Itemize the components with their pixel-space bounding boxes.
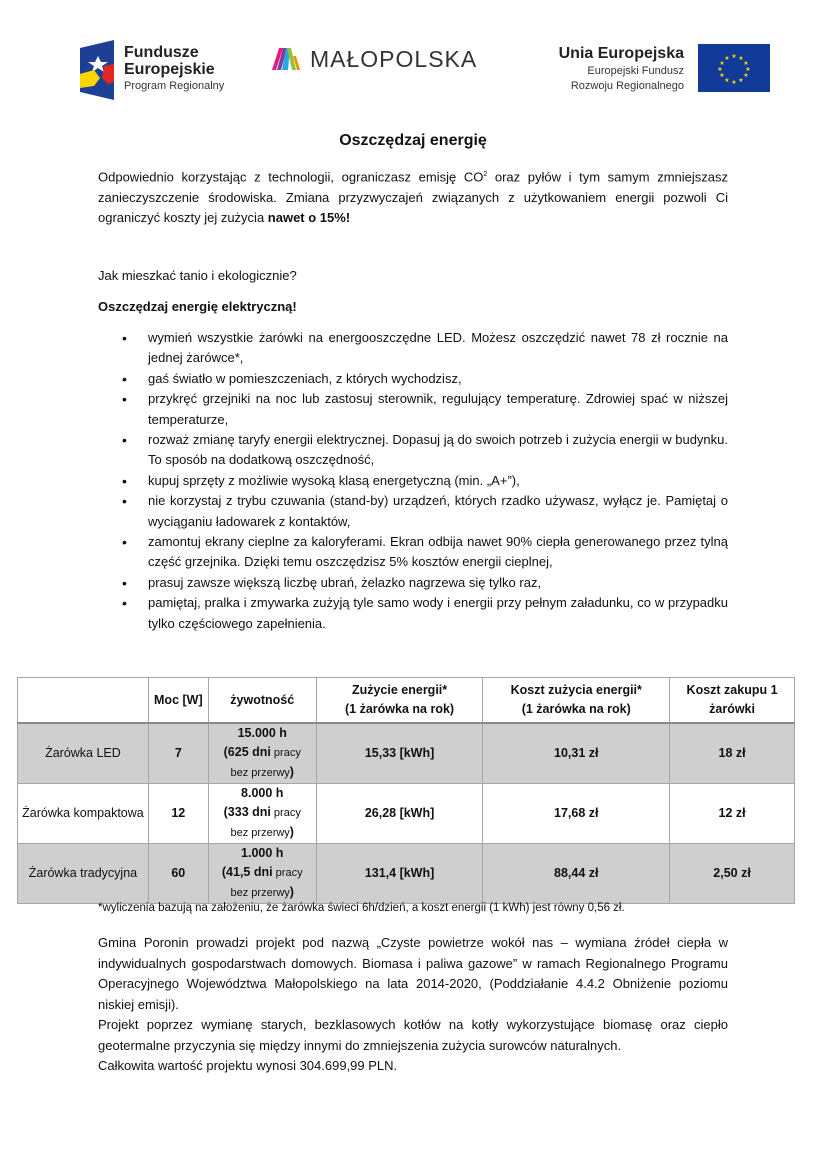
list-item: • wymień wszystkie żarówki na energooszczędne LED. Możesz oszczędzić nawet 78 zł rocznie na jednej żarówce*, [98, 328, 728, 369]
svg-text:★: ★ [719, 60, 725, 67]
question-text: Jak mieszkać tanio i ekologicznie? [98, 268, 297, 283]
list-item: • prasuj zawsze większą liczbę ubrań, żelazko nagrzewa się tylko raz, [98, 573, 728, 593]
svg-text:★: ★ [738, 77, 744, 84]
svg-text:★: ★ [743, 60, 749, 67]
svg-text:★: ★ [717, 66, 723, 73]
intro-paragraph: Odpowiednio korzystając z technologii, ograniczasz emisję $CO^2$ oraz pyłów i tym samym zmniejszasz zanieczyszczenie środowiska. Zmiana przyzwyczajeń związanych z użytkowaniem energii pozwoli Ci ograniczyć koszty jej zużycia nawet o 15%! [98, 169, 728, 226]
svg-text:★: ★ [719, 72, 725, 79]
list-item: • pamiętaj, pralka i zmywarka zużyją tyle samo wody i energii przy pełnym załadunku, co w przypadku tylko częściowego zapełnienia. [98, 593, 728, 634]
list-item: • zamontuj ekrany cieplne za kaloryferami. Ekran odbija nawet 90% ciepła generowanego przez tylną część grzejnika. Dzięki temu oszczędzisz 5% kosztów energii cieplnej, [98, 532, 728, 573]
header-koszt: Koszt zużycia energii* (1 żarówka na rok) [483, 678, 670, 724]
table-row: Żarówka kompaktowa 12 8.000 h (333 dni pracy bez przerwy) 26,28 [kWh] 17,68 zł 12 zł [18, 784, 795, 844]
list-item: • gaś światło w pomieszczeniach, z których wychodzisz, [98, 369, 728, 389]
table-row: Żarówka LED 7 15.000 h (625 dni pracy bez przerwy) 15,33 [kWh] 10,31 zł 18 zł [18, 723, 795, 784]
table-header-row [18, 678, 795, 724]
list-item: • przykręć grzejniki na noc lub zastosuj sterownik, regulujący temperaturę. Zdrowiej spać w niższej temperaturze, [98, 389, 728, 430]
bulb-comparison-table [17, 677, 795, 904]
list-item: • kupuj sprzęty z możliwie wysoką klasą energetyczną (min. „A+”), [98, 471, 728, 491]
svg-text:★: ★ [745, 66, 751, 73]
list-item: • nie korzystaj z trybu czuwania (stand-by) urządzeń, których rzadko używasz, wyłącz je. Pamiętaj o wyciąganiu ładowarek z kontaktów, [98, 491, 728, 532]
tips-list [98, 328, 728, 634]
svg-text:★: ★ [731, 53, 737, 60]
list-item: • rozważ zmianę taryfy energii elektrycznej. Dopasuj ją do swoich potrzeb i zużycia energii w budynku. To sposób na dodatkową oszczędność, [98, 430, 728, 471]
svg-text:★: ★ [724, 55, 730, 62]
svg-text:★: ★ [731, 79, 737, 86]
header-zywotnosc: żywotność [208, 678, 316, 724]
page-title: Oszczędzaj energię [339, 132, 487, 149]
table-footnote: *wyliczenia bazują na założeniu, że żarówka świeci 6h/dzień, a koszt energii (1 kWh) jest równy 0,56 zł. [98, 902, 625, 914]
unia-europejska-logo-text: Unia Europejska Europejski Fundusz Rozwoju Regionalnego [558, 45, 684, 92]
header-moc: Moc [W] [148, 678, 208, 724]
header-name [18, 678, 149, 724]
svg-text:★: ★ [738, 55, 744, 62]
header-zakup: Koszt zakupu 1 żarówki [670, 678, 795, 724]
malopolska-logo-icon [272, 44, 302, 72]
project-paragraph: Gmina Poronin prowadzi projekt pod nazwą „Czyste powietrze wokół nas – wymiana źródeł ciepła w indywidualnych gospodarstwach domowych. Biomasa i paliwa gazowe” w ramach Regionalnego Programu Operacyjnego Województwa Małopolskiego na lata 2014-2020, (Poddziałanie 4.4.2 Obniżenie poziomu niskiej emisji). Projekt poprzez wymianę starych, bezklasowych kotłów na kotły wykorzystujące biomasę oraz ciepło geotermalne przyczynia się między innymi do zmniejszenia zużycia surowców naturalnych. Całkowita wartość projektu wynosi 304.699,99 PLN. [98, 935, 728, 1073]
header-zuzycie: Zużycie energii* (1 żarówka na rok) [316, 678, 483, 724]
table-row: Żarówka tradycyjna 60 1.000 h (41,5 dni pracy bez przerwy) 131,4 [kWh] 88,44 zł 2,50 zł [18, 844, 795, 904]
section-heading: Oszczędzaj energię elektryczną! [98, 299, 297, 314]
fundusze-europejskie-logo-icon [80, 40, 114, 100]
svg-text:★: ★ [724, 77, 730, 84]
eu-flag-icon [698, 44, 770, 92]
fundusze-europejskie-logo-text: Fundusze Europejskie Program Regionalny [124, 44, 225, 92]
malopolska-logo-text: MAŁOPOLSKA [310, 46, 478, 72]
svg-text:★: ★ [743, 72, 749, 79]
